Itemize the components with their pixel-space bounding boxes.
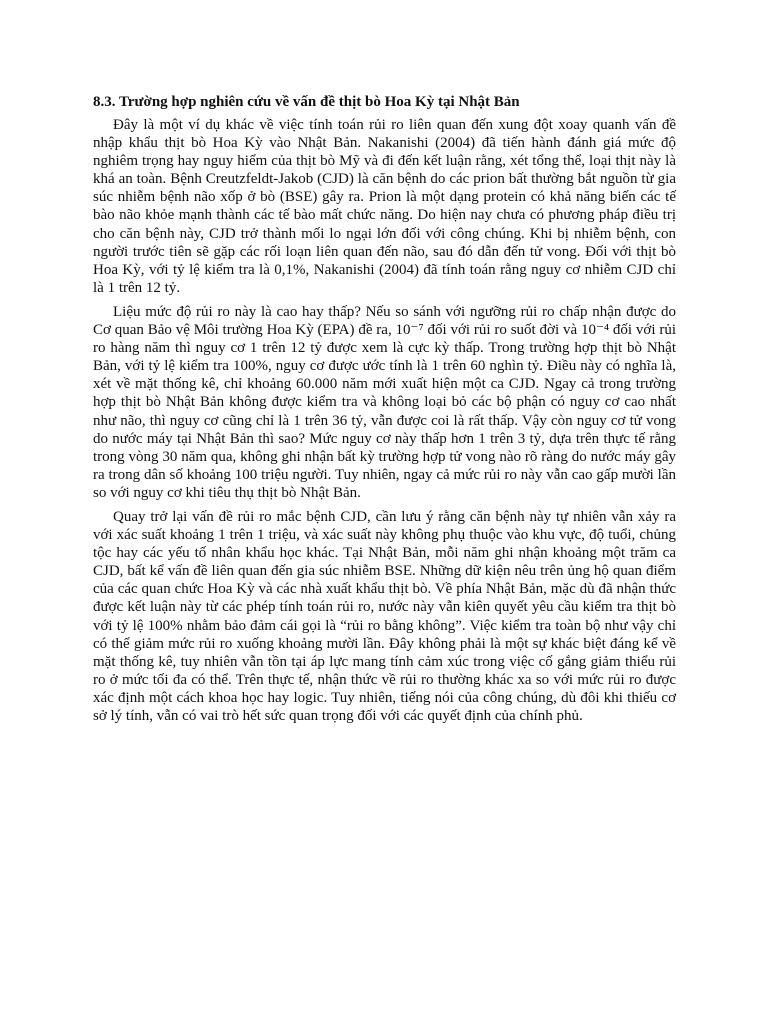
paragraph-1: Đây là một ví dụ khác về việc tính toán rủi ro liên quan đến xung đột xoay quanh vấn đề nhập khẩu thịt bò Hoa Kỳ vào Nhật Bản. Nakanishi (2004) đã tiến hành đánh giá mức độ nghiêm trọng hay nguy hiểm của thịt bò Mỹ và đi đến kết luận rằng, xét tổng thể, loại thịt này là khá an toàn. Bệnh Creutzfeldt-Jakob (CJD) là căn bệnh do các prion bất thường bắt nguồn từ gia súc nhiễm bệnh não xốp ở bò (BSE) gây ra. Prion là một dạng protein có khả năng biến các tế bào não khỏe mạnh thành các tế bào mất chức năng. Do hiện nay chưa có phương pháp điều trị cho căn bệnh này, CJD trở thành mối lo ngại lớn đối với công chúng. Khi bị nhiễm bệnh, con người trước tiên sẽ gặp các rối loạn liên quan đến não, sau đó dẫn đến tử vong. Đối với thịt bò Hoa Kỳ, với tỷ lệ kiểm tra là 0,1%, Nakanishi (2004) đã tính toán rằng nguy cơ nhiễm CJD chỉ là 1 trên 12 tỷ. [93,117,676,296]
document-page [93,92,676,731]
paragraph-3: Quay trở lại vấn đề rủi ro mắc bệnh CJD, cần lưu ý rằng căn bệnh này tự nhiên vẫn xảy ra với xác suất khoảng 1 trên 1 triệu, và xác suất này không phụ thuộc vào khu vực, độ tuổi, chủng tộc hay các yếu tố nhân khẩu học khác. Tại Nhật Bản, mỗi năm ghi nhận khoảng một trăm ca CJD, bất kể vấn đề liên quan đến gia súc nhiễm BSE. Những dữ kiện nêu trên ủng hộ quan điểm của các quan chức Hoa Kỳ và các nhà xuất khẩu thịt bò. Về phía Nhật Bản, mặc dù đã nhận thức được kết luận này từ các phép tính toán rủi ro, nước này vẫn kiên quyết yêu cầu kiểm tra thịt bò với tỷ lệ 100% nhằm bảo đảm cái gọi là “rủi ro bằng không”. Việc kiểm tra toàn bộ như vậy chỉ có thể giảm mức rủi ro xuống khoảng mười lần. Đây không phải là một sự khác biệt đáng kể về mặt thống kê, tuy nhiên vẫn tồn tại áp lực mang tính cảm xúc trong việc cố gắng giảm thiểu rủi ro ở mức tối đa có thể. Trên thực tế, nhận thức về rủi ro thường khác xa so với mức rủi ro được xác định một cách khoa học hay logic. Tuy nhiên, tiếng nói của công chúng, dù đôi khi thiếu cơ sở lý tính, vẫn có vai trò hết sức quan trọng đối với các quyết định của chính phủ. [93,508,676,724]
paragraph-2: Liệu mức độ rủi ro này là cao hay thấp? Nếu so sánh với ngưỡng rủi ro chấp nhận được do Cơ quan Bảo vệ Môi trường Hoa Kỳ (EPA) đề ra, 10⁻⁷ đối với rủi ro suốt đời và 10⁻⁴ đối với rủi ro hàng năm thì nguy cơ 1 trên 12 tỷ được xem là cực kỳ thấp. Trong trường hợp thịt bò Nhật Bản, với tỷ lệ kiểm tra 100%, nguy cơ được ước tính là 1 trên 60 nghìn tỷ. Điều này có nghĩa là, xét về mặt thống kê, chỉ khoảng 60.000 năm mới xuất hiện một ca CJD. Ngay cả trong trường hợp thịt bò Nhật Bản không được kiểm tra và không loại bỏ các bộ phận có nguy cơ cao nhất như não, thì nguy cơ cũng chỉ là 1 trên 36 tỷ, vẫn được coi là rất thấp. Vậy còn nguy cơ tử vong do nước máy tại Nhật Bản thì sao? Mức nguy cơ này thấp hơn 1 trên 3 tỷ, dựa trên thực tế rằng trong vòng 30 năm qua, không ghi nhận bất kỳ trường hợp tử vong nào rõ ràng do nước máy gây ra trong dân số khoảng 100 triệu người. Tuy nhiên, ngay cả mức rủi ro này vẫn cao gấp mười lần so với nguy cơ khi tiêu thụ thịt bò Nhật Bản. [93,303,676,501]
section-heading: 8.3. Trường hợp nghiên cứu về vấn đề thịt bò Hoa Kỳ tại Nhật Bản [93,94,520,110]
